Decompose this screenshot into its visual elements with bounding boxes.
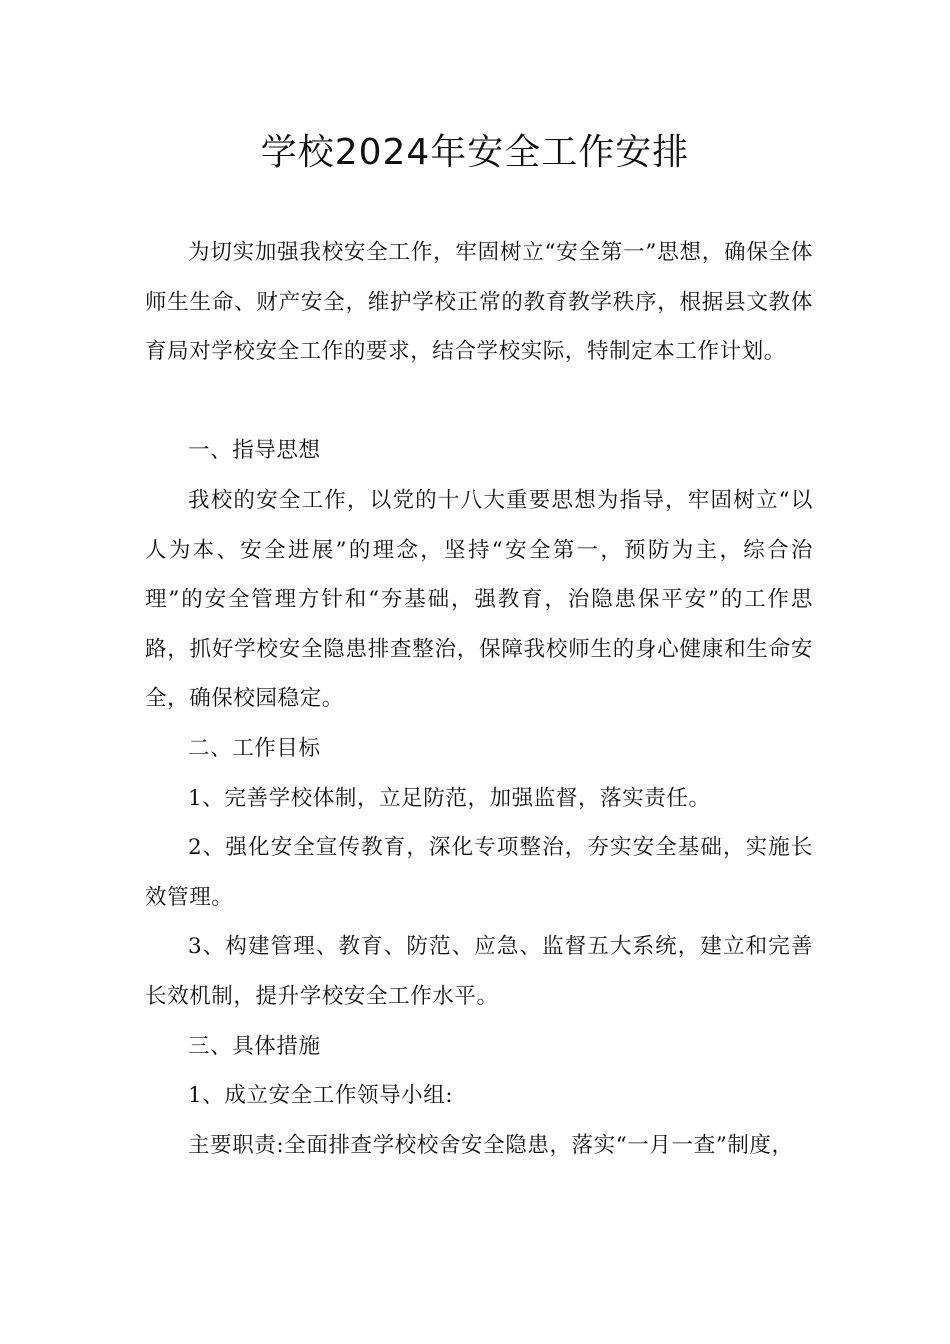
measure-item-1: 1、成立安全工作领导小组: (188, 1083, 454, 1109)
section-heading-work-goals: 二、工作目标 (188, 735, 321, 761)
document-body (145, 228, 813, 1170)
goal-item-3: 3、构建管理、教育、防范、应急、监督五大系统，建立和完善长效机制，提升学校安全工作水平。 (145, 934, 813, 1009)
goal-item-1: 1、完善学校体制，立足防范，加强监督，落实责任。 (188, 785, 711, 811)
document-title: 学校2024年安全工作安排 (260, 132, 690, 173)
paragraph-gap (145, 377, 813, 427)
guiding-thought-paragraph: 我校的安全工作，以党的十八大重要思想为指导，牢固树立“以人为本、安全进展”的理念，坚持“安全第一，预防为主，综合治理”的安全管理方针和“夯基础，强教育，治隐患保平安”的工作思路，抓好学校安全隐患排查整治，保障我校师生的身心健康和生命安全，确保校园稳定。 (145, 487, 813, 712)
main-duties-paragraph: 主要职责:全面排查学校校舍安全隐患，落实“一月一查”制度， (188, 1132, 794, 1158)
intro-paragraph: 为切实加强我校安全工作，牢固树立“安全第一”思想，确保全体师生生命、财产安全，维护学校正常的教育教学秩序，根据县文教体育局对学校安全工作的要求，结合学校实际，特制定本工作计划。 (145, 240, 813, 365)
section-heading-guiding-thought: 一、指导思想 (188, 438, 321, 464)
goal-item-2: 2、强化安全宣传教育，深化专项整治，夯实安全基础，实施长效管理。 (145, 835, 813, 910)
section-heading-measures: 三、具体措施 (188, 1033, 321, 1059)
